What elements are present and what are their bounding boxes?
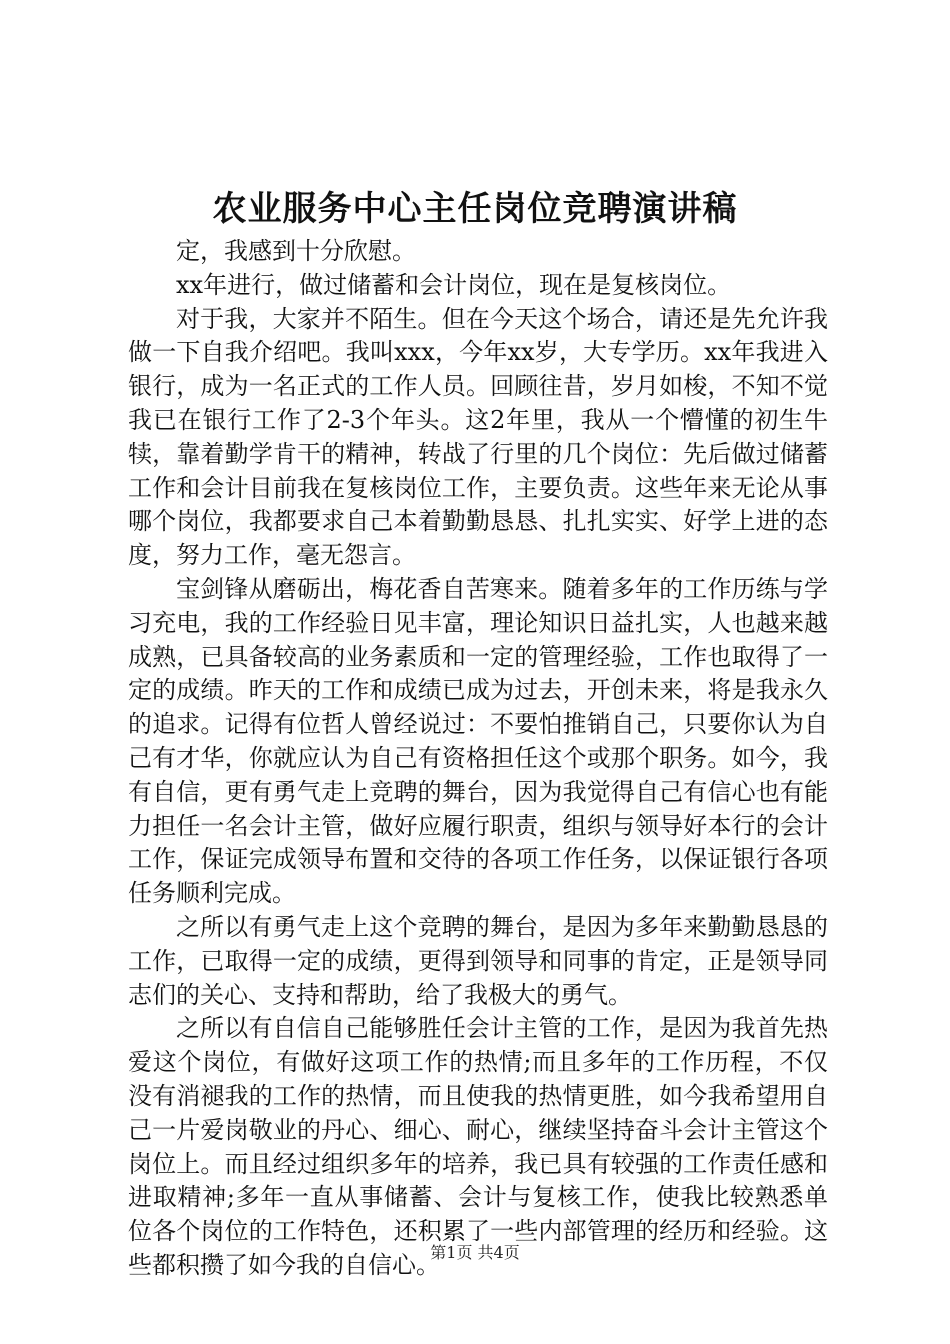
document-title: 农业服务中心主任岗位竞聘演讲稿 (212, 189, 738, 229)
paragraph: xx年进行，做过储蓄和会计岗位，现在是复核岗位。 (176, 270, 732, 299)
document-body (128, 235, 828, 1283)
paragraph: 之所以有自信自己能够胜任会计主管的工作，是因为我首先热爱这个岗位，有做好这项工作的热情;而且多年的工作历程，不仅没有消褪我的工作的热情，而且使我的热情更胜，如今我希望用自己一片爱岗敬业的丹心、细心、耐心，继续坚持奋斗会计主管这个岗位上。而且经过组织多年的培养，我已具有较强的工作责任感和进取精神;多年一直从事储蓄、会计与复核工作，使我比较熟悉单位各个岗位的工作特色，还积累了一些内部管理的经历和经验。这些都积攒了如今我的自信心。 (128, 1014, 828, 1279)
paragraph: 之所以有勇气走上这个竞聘的舞台，是因为多年来勤勤恳恳的工作，已取得一定的成绩，更得到领导和同事的肯定，正是领导同志们的关心、支持和帮助，给了我极大的勇气。 (128, 912, 828, 1009)
paragraph: 定，我感到十分欣慰。 (176, 237, 416, 265)
paragraph: 对于我，大家并不陌生。但在今天这个场合，请还是先允许我做一下自我介绍吧。我叫xxx，今年xx岁，大专学历。xx年我进入银行，成为一名正式的工作人员。回顾往昔，岁月如梭，不知不觉我已在银行工作了2-3个年头。这2年里，我从一个懵懂的初生牛犊，靠着勤学肯干的精神，转战了行里的几个岗位：先后做过储蓄工作和会计目前我在复核岗位工作，主要负责。这些年来无论从事哪个岗位，我都要求自己本着勤勤恳恳、扎扎实实、好学上进的态度，努力工作，毫无怨言。 (128, 304, 828, 570)
paragraph: 宝剑锋从磨砺出，梅花香自苦寒来。随着多年的工作历练与学习充电，我的工作经验日见丰富，理论知识日益扎实，人也越来越成熟，已具备较高的业务素质和一定的管理经验，工作也取得了一定的成绩。昨天的工作和成绩已成为过去，开创未来，将是我永久的追求。记得有位哲人曾经说过：不要怕推销自己，只要你认为自己有才华，你就应认为自己有资格担任这个或那个职务。如今，我有自信，更有勇气走上竞聘的舞台，因为我觉得自己有信心也有能力担任一名会计主管，做好应履行职责，组织与领导好本行的会计工作，保证完成领导布置和交待的各项工作任务，以保证银行各项任务顺利完成。 (128, 574, 828, 908)
page-number-footer: 第1页 共4页 (430, 1243, 520, 1262)
